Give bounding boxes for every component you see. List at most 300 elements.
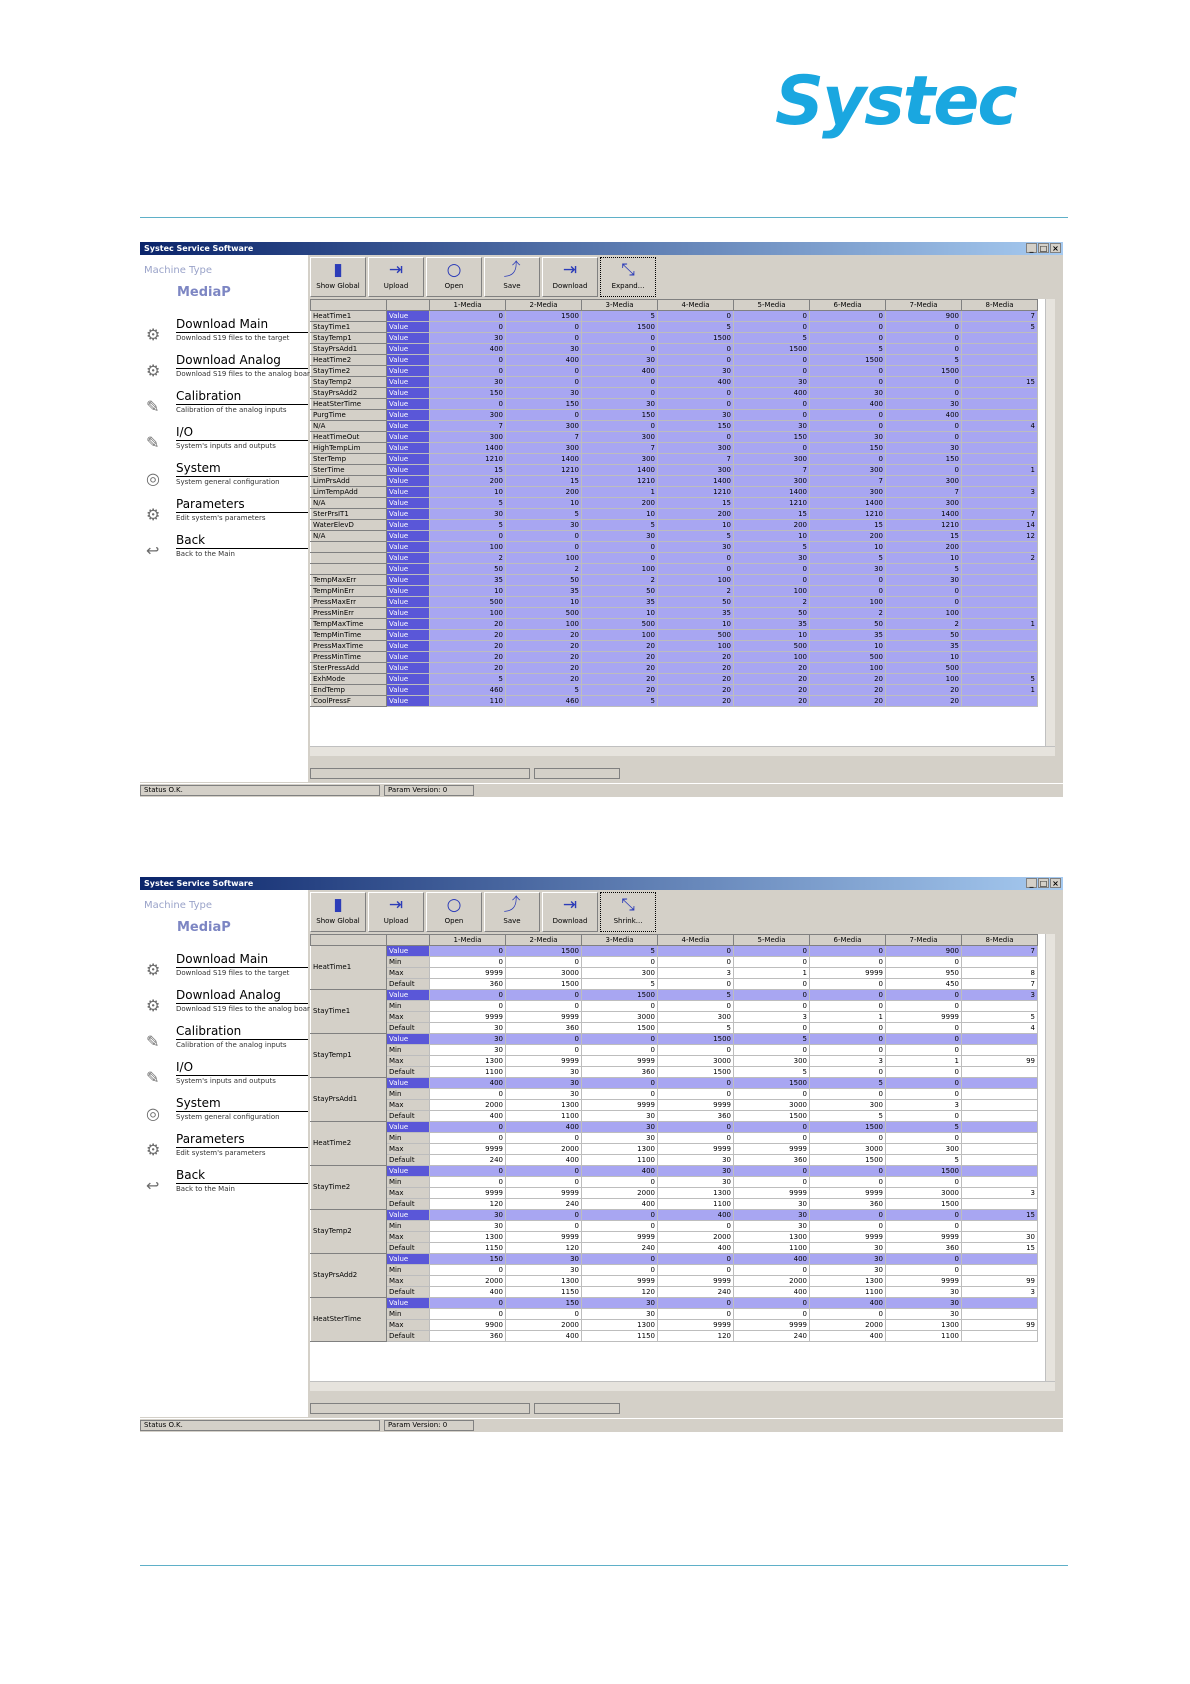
value-cell[interactable]: 5 <box>582 979 658 990</box>
value-cell[interactable]: 1150 <box>506 1287 582 1298</box>
value-cell[interactable]: 20 <box>582 674 658 685</box>
value-cell[interactable]: 3000 <box>658 1056 734 1067</box>
value-cell[interactable]: 0 <box>506 1309 582 1320</box>
value-cell[interactable]: 2000 <box>810 1320 886 1331</box>
value-cell[interactable]: 300 <box>658 443 734 454</box>
value-cell[interactable]: 9900 <box>430 1320 506 1331</box>
value-cell[interactable]: 150 <box>810 443 886 454</box>
value-cell[interactable]: 0 <box>430 1001 506 1012</box>
column-header[interactable]: 5-Media <box>734 935 810 946</box>
value-cell[interactable]: 7 <box>582 443 658 454</box>
value-cell[interactable]: 300 <box>810 1100 886 1111</box>
value-cell[interactable]: 5 <box>430 520 506 531</box>
value-cell[interactable]: 30 <box>582 1122 658 1133</box>
value-cell[interactable]: 9999 <box>582 1056 658 1067</box>
value-cell[interactable]: 1210 <box>658 487 734 498</box>
value-cell[interactable]: 9999 <box>734 1144 810 1155</box>
maximize-icon[interactable]: □ <box>1039 244 1048 253</box>
value-cell[interactable]: 0 <box>886 1078 962 1089</box>
value-cell[interactable]: 0 <box>734 957 810 968</box>
value-cell[interactable]: 400 <box>886 410 962 421</box>
value-cell[interactable]: 1300 <box>582 1144 658 1155</box>
value-cell[interactable]: 0 <box>658 432 734 443</box>
value-cell[interactable]: 100 <box>886 608 962 619</box>
value-cell[interactable]: 0 <box>886 388 962 399</box>
value-cell[interactable]: 3000 <box>582 1012 658 1023</box>
value-cell[interactable]: 400 <box>810 1298 886 1309</box>
value-cell[interactable]: 1400 <box>430 443 506 454</box>
value-cell[interactable]: 0 <box>658 355 734 366</box>
value-cell[interactable]: 8 <box>962 968 1038 979</box>
value-cell[interactable]: 1100 <box>506 1111 582 1122</box>
value-cell[interactable]: 5 <box>734 542 810 553</box>
value-cell[interactable]: 5 <box>734 333 810 344</box>
value-cell[interactable]: 0 <box>658 1221 734 1232</box>
value-cell[interactable]: 5 <box>658 322 734 333</box>
value-cell[interactable]: 0 <box>582 957 658 968</box>
value-cell[interactable]: 0 <box>506 1166 582 1177</box>
value-cell[interactable]: 0 <box>886 957 962 968</box>
value-cell[interactable]: 50 <box>430 564 506 575</box>
value-cell[interactable]: 10 <box>430 586 506 597</box>
value-cell[interactable]: 30 <box>810 432 886 443</box>
value-cell[interactable]: 30 <box>734 1221 810 1232</box>
value-cell[interactable]: 300 <box>734 476 810 487</box>
value-cell[interactable]: 1500 <box>810 1155 886 1166</box>
toolbar-button-open[interactable] <box>426 892 482 932</box>
value-cell[interactable]: 150 <box>506 399 582 410</box>
value-cell[interactable]: 5 <box>810 1111 886 1122</box>
value-cell[interactable]: 0 <box>658 979 734 990</box>
value-cell[interactable]: 0 <box>582 333 658 344</box>
value-cell[interactable]: 30 <box>810 1265 886 1276</box>
value-cell[interactable]: 400 <box>658 1243 734 1254</box>
value-cell[interactable] <box>962 1111 1038 1122</box>
vertical-scrollbar[interactable] <box>1045 934 1055 1381</box>
value-cell[interactable]: 1100 <box>734 1243 810 1254</box>
value-cell[interactable]: 0 <box>734 575 810 586</box>
value-cell[interactable]: 200 <box>886 542 962 553</box>
value-cell[interactable]: 30 <box>886 399 962 410</box>
value-cell[interactable]: 0 <box>886 322 962 333</box>
value-cell[interactable]: 2 <box>582 575 658 586</box>
nav-item-i-o[interactable] <box>142 425 308 459</box>
value-cell[interactable]: 900 <box>886 946 962 957</box>
nav-item-back[interactable] <box>142 533 308 567</box>
value-cell[interactable]: 100 <box>506 619 582 630</box>
column-header[interactable]: 4-Media <box>658 300 734 311</box>
value-cell[interactable]: 300 <box>734 1056 810 1067</box>
value-cell[interactable]: 300 <box>582 968 658 979</box>
value-cell[interactable]: 400 <box>810 399 886 410</box>
value-cell[interactable]: 10 <box>810 641 886 652</box>
value-cell[interactable]: 400 <box>430 1078 506 1089</box>
value-cell[interactable]: 2000 <box>430 1100 506 1111</box>
value-cell[interactable] <box>962 1100 1038 1111</box>
value-cell[interactable]: 0 <box>430 399 506 410</box>
value-cell[interactable]: 400 <box>734 388 810 399</box>
value-cell[interactable]: 0 <box>810 421 886 432</box>
value-cell[interactable]: 5 <box>582 311 658 322</box>
value-cell[interactable]: 1500 <box>734 1111 810 1122</box>
value-cell[interactable] <box>962 454 1038 465</box>
value-cell[interactable]: 0 <box>810 990 886 1001</box>
value-cell[interactable]: 5 <box>582 696 658 707</box>
value-cell[interactable]: 1 <box>734 968 810 979</box>
value-cell[interactable]: 0 <box>810 1089 886 1100</box>
value-cell[interactable]: 4 <box>962 1023 1038 1034</box>
value-cell[interactable]: 30 <box>430 1045 506 1056</box>
value-cell[interactable]: 1210 <box>430 454 506 465</box>
value-cell[interactable]: 9999 <box>430 968 506 979</box>
value-cell[interactable] <box>962 1298 1038 1309</box>
value-cell[interactable]: 400 <box>430 1287 506 1298</box>
value-cell[interactable]: 100 <box>506 553 582 564</box>
value-cell[interactable]: 0 <box>430 946 506 957</box>
value-cell[interactable]: 100 <box>582 630 658 641</box>
value-cell[interactable]: 9999 <box>886 1276 962 1287</box>
value-cell[interactable]: 1500 <box>886 1166 962 1177</box>
value-cell[interactable]: 0 <box>430 1265 506 1276</box>
value-cell[interactable]: 0 <box>810 575 886 586</box>
vertical-scrollbar[interactable] <box>1045 299 1055 746</box>
value-cell[interactable]: 20 <box>430 630 506 641</box>
value-cell[interactable]: 9999 <box>734 1188 810 1199</box>
value-cell[interactable]: 10 <box>886 553 962 564</box>
value-cell[interactable]: 200 <box>430 476 506 487</box>
value-cell[interactable]: 15 <box>962 1210 1038 1221</box>
value-cell[interactable]: 20 <box>886 696 962 707</box>
value-cell[interactable]: 1500 <box>506 311 582 322</box>
value-cell[interactable]: 0 <box>886 990 962 1001</box>
value-cell[interactable]: 1 <box>810 1012 886 1023</box>
value-cell[interactable]: 30 <box>506 1089 582 1100</box>
value-cell[interactable]: 1500 <box>810 355 886 366</box>
value-cell[interactable]: 0 <box>886 377 962 388</box>
value-cell[interactable]: 30 <box>582 399 658 410</box>
nav-item-calibration[interactable] <box>142 1024 308 1058</box>
value-cell[interactable]: 100 <box>430 608 506 619</box>
value-cell[interactable] <box>962 1045 1038 1056</box>
value-cell[interactable]: 0 <box>506 1133 582 1144</box>
value-cell[interactable]: 0 <box>430 1089 506 1100</box>
value-cell[interactable]: 7 <box>430 421 506 432</box>
value-cell[interactable]: 50 <box>582 586 658 597</box>
value-cell[interactable]: 0 <box>886 1023 962 1034</box>
value-cell[interactable]: 150 <box>582 410 658 421</box>
value-cell[interactable] <box>962 1089 1038 1100</box>
value-cell[interactable]: 400 <box>506 355 582 366</box>
value-cell[interactable]: 10 <box>506 597 582 608</box>
value-cell[interactable]: 3 <box>734 1012 810 1023</box>
value-cell[interactable]: 1100 <box>430 1067 506 1078</box>
value-cell[interactable]: 1100 <box>810 1287 886 1298</box>
value-cell[interactable]: 0 <box>810 311 886 322</box>
value-cell[interactable]: 0 <box>506 377 582 388</box>
value-cell[interactable] <box>962 1155 1038 1166</box>
value-cell[interactable]: 0 <box>734 1265 810 1276</box>
column-header[interactable]: 2-Media <box>506 300 582 311</box>
value-cell[interactable]: 7 <box>506 432 582 443</box>
column-header[interactable]: 6-Media <box>810 935 886 946</box>
value-cell[interactable]: 1500 <box>886 1199 962 1210</box>
value-cell[interactable] <box>962 1199 1038 1210</box>
value-cell[interactable]: 15 <box>886 531 962 542</box>
value-cell[interactable]: 0 <box>582 1078 658 1089</box>
value-cell[interactable]: 110 <box>430 696 506 707</box>
value-cell[interactable]: 30 <box>506 1254 582 1265</box>
value-cell[interactable]: 50 <box>658 597 734 608</box>
value-cell[interactable]: 3 <box>810 1056 886 1067</box>
nav-item-back[interactable] <box>142 1168 308 1202</box>
value-cell[interactable]: 0 <box>658 1254 734 1265</box>
value-cell[interactable]: 0 <box>658 311 734 322</box>
value-cell[interactable]: 0 <box>886 1133 962 1144</box>
value-cell[interactable]: 4 <box>962 421 1038 432</box>
value-cell[interactable]: 300 <box>582 454 658 465</box>
value-cell[interactable]: 120 <box>506 1243 582 1254</box>
value-cell[interactable]: 1 <box>962 619 1038 630</box>
value-cell[interactable]: 1500 <box>658 333 734 344</box>
value-cell[interactable]: 9999 <box>810 1232 886 1243</box>
value-cell[interactable]: 1300 <box>886 1320 962 1331</box>
value-cell[interactable] <box>962 1034 1038 1045</box>
value-cell[interactable]: 360 <box>658 1111 734 1122</box>
value-cell[interactable]: 5 <box>810 1078 886 1089</box>
value-cell[interactable]: 0 <box>430 1309 506 1320</box>
value-cell[interactable]: 30 <box>506 344 582 355</box>
value-cell[interactable]: 400 <box>658 1210 734 1221</box>
value-cell[interactable]: 360 <box>810 1199 886 1210</box>
value-cell[interactable]: 0 <box>430 366 506 377</box>
value-cell[interactable]: 400 <box>658 377 734 388</box>
value-cell[interactable]: 20 <box>506 641 582 652</box>
value-cell[interactable]: 5 <box>430 674 506 685</box>
value-cell[interactable]: 5 <box>962 674 1038 685</box>
value-cell[interactable]: 450 <box>886 979 962 990</box>
value-cell[interactable]: 300 <box>886 498 962 509</box>
value-cell[interactable]: 15 <box>962 1243 1038 1254</box>
value-cell[interactable]: 500 <box>810 652 886 663</box>
value-cell[interactable]: 2 <box>506 564 582 575</box>
value-cell[interactable]: 100 <box>886 674 962 685</box>
value-cell[interactable]: 1 <box>962 685 1038 696</box>
toolbar-button-expand[interactable] <box>600 257 656 297</box>
value-cell[interactable]: 10 <box>658 520 734 531</box>
value-cell[interactable]: 1150 <box>582 1331 658 1342</box>
value-cell[interactable]: 10 <box>886 652 962 663</box>
value-cell[interactable]: 240 <box>658 1287 734 1298</box>
value-cell[interactable]: 30 <box>886 1298 962 1309</box>
value-cell[interactable] <box>962 443 1038 454</box>
value-cell[interactable]: 0 <box>658 1265 734 1276</box>
value-cell[interactable]: 3 <box>962 1287 1038 1298</box>
value-cell[interactable]: 5 <box>658 1023 734 1034</box>
value-cell[interactable]: 0 <box>734 399 810 410</box>
value-cell[interactable]: 300 <box>430 432 506 443</box>
value-cell[interactable]: 0 <box>734 366 810 377</box>
value-cell[interactable]: 2000 <box>506 1144 582 1155</box>
value-cell[interactable]: 300 <box>886 1144 962 1155</box>
value-cell[interactable] <box>962 652 1038 663</box>
value-cell[interactable]: 0 <box>810 333 886 344</box>
value-cell[interactable]: 9999 <box>734 1320 810 1331</box>
value-cell[interactable]: 5 <box>810 344 886 355</box>
value-cell[interactable]: 99 <box>962 1276 1038 1287</box>
value-cell[interactable]: 0 <box>506 531 582 542</box>
value-cell[interactable]: 20 <box>506 652 582 663</box>
value-cell[interactable]: 2 <box>658 586 734 597</box>
value-cell[interactable]: 20 <box>582 663 658 674</box>
value-cell[interactable]: 35 <box>658 608 734 619</box>
nav-item-i-o[interactable] <box>142 1060 308 1094</box>
value-cell[interactable]: 0 <box>658 564 734 575</box>
value-cell[interactable]: 30 <box>582 1298 658 1309</box>
nav-item-system[interactable] <box>142 1096 308 1130</box>
value-cell[interactable]: 0 <box>734 1166 810 1177</box>
value-cell[interactable]: 1500 <box>582 322 658 333</box>
value-cell[interactable]: 0 <box>810 1001 886 1012</box>
value-cell[interactable] <box>962 608 1038 619</box>
value-cell[interactable]: 2 <box>886 619 962 630</box>
value-cell[interactable]: 0 <box>582 1001 658 1012</box>
value-cell[interactable]: 0 <box>582 1089 658 1100</box>
value-cell[interactable]: 200 <box>658 509 734 520</box>
value-cell[interactable]: 3 <box>658 968 734 979</box>
value-cell[interactable]: 10 <box>506 498 582 509</box>
value-cell[interactable]: 0 <box>506 1221 582 1232</box>
horizontal-scrollbar[interactable] <box>310 1381 1055 1391</box>
value-cell[interactable]: 0 <box>506 990 582 1001</box>
value-cell[interactable]: 20 <box>430 652 506 663</box>
value-cell[interactable]: 9999 <box>506 1056 582 1067</box>
value-cell[interactable]: 400 <box>734 1254 810 1265</box>
value-cell[interactable] <box>962 1331 1038 1342</box>
value-cell[interactable]: 100 <box>734 652 810 663</box>
toolbar-button-download[interactable] <box>542 892 598 932</box>
value-cell[interactable]: 2 <box>962 553 1038 564</box>
value-cell[interactable]: 0 <box>506 1177 582 1188</box>
value-cell[interactable]: 500 <box>430 597 506 608</box>
value-cell[interactable]: 460 <box>430 685 506 696</box>
value-cell[interactable]: 20 <box>506 630 582 641</box>
value-cell[interactable]: 9999 <box>430 1188 506 1199</box>
value-cell[interactable]: 9999 <box>810 1188 886 1199</box>
value-cell[interactable]: 0 <box>886 1111 962 1122</box>
value-cell[interactable]: 0 <box>810 1166 886 1177</box>
value-cell[interactable]: 30 <box>506 1067 582 1078</box>
toolbar-button-shrink[interactable] <box>600 892 656 932</box>
value-cell[interactable]: 0 <box>886 597 962 608</box>
value-cell[interactable]: 0 <box>734 1133 810 1144</box>
value-cell[interactable]: 360 <box>582 1067 658 1078</box>
toolbar-button-show-global[interactable] <box>310 257 366 297</box>
column-header[interactable]: 1-Media <box>430 300 506 311</box>
value-cell[interactable]: 0 <box>430 990 506 1001</box>
value-cell[interactable]: 1210 <box>506 465 582 476</box>
value-cell[interactable]: 1400 <box>582 465 658 476</box>
value-cell[interactable]: 1300 <box>506 1276 582 1287</box>
value-cell[interactable]: 0 <box>582 1254 658 1265</box>
value-cell[interactable]: 1210 <box>734 498 810 509</box>
value-cell[interactable]: 5 <box>886 355 962 366</box>
value-cell[interactable]: 30 <box>430 1034 506 1045</box>
value-cell[interactable]: 20 <box>734 685 810 696</box>
value-cell[interactable]: 30 <box>810 564 886 575</box>
value-cell[interactable]: 30 <box>886 443 962 454</box>
value-cell[interactable]: 9999 <box>886 1232 962 1243</box>
value-cell[interactable]: 100 <box>430 542 506 553</box>
value-cell[interactable]: 0 <box>810 1034 886 1045</box>
value-cell[interactable]: 20 <box>506 674 582 685</box>
value-cell[interactable]: 30 <box>658 542 734 553</box>
value-cell[interactable]: 50 <box>506 575 582 586</box>
value-cell[interactable]: 1300 <box>810 1276 886 1287</box>
value-cell[interactable]: 20 <box>430 619 506 630</box>
value-cell[interactable]: 15 <box>506 476 582 487</box>
value-cell[interactable]: 0 <box>734 1309 810 1320</box>
value-cell[interactable]: 30 <box>430 1023 506 1034</box>
value-cell[interactable]: 0 <box>430 1166 506 1177</box>
value-cell[interactable]: 5 <box>810 553 886 564</box>
value-cell[interactable]: 200 <box>506 487 582 498</box>
value-cell[interactable]: 7 <box>962 979 1038 990</box>
value-cell[interactable]: 0 <box>582 1265 658 1276</box>
value-cell[interactable]: 5 <box>582 946 658 957</box>
value-cell[interactable]: 0 <box>658 946 734 957</box>
value-cell[interactable] <box>962 575 1038 586</box>
value-cell[interactable]: 35 <box>430 575 506 586</box>
value-cell[interactable] <box>962 696 1038 707</box>
value-cell[interactable]: 5 <box>506 509 582 520</box>
value-cell[interactable]: 20 <box>582 685 658 696</box>
value-cell[interactable]: 35 <box>582 597 658 608</box>
value-cell[interactable]: 400 <box>506 1122 582 1133</box>
value-cell[interactable]: 150 <box>658 421 734 432</box>
value-cell[interactable]: 400 <box>810 1331 886 1342</box>
value-cell[interactable]: 99 <box>962 1056 1038 1067</box>
value-cell[interactable]: 400 <box>582 366 658 377</box>
value-cell[interactable]: 400 <box>734 1287 810 1298</box>
value-cell[interactable] <box>962 597 1038 608</box>
value-cell[interactable]: 100 <box>810 597 886 608</box>
value-cell[interactable]: 400 <box>582 1199 658 1210</box>
value-cell[interactable]: 99 <box>962 1320 1038 1331</box>
value-cell[interactable]: 30 <box>430 1210 506 1221</box>
value-cell[interactable]: 0 <box>582 388 658 399</box>
toolbar-button-open[interactable] <box>426 257 482 297</box>
value-cell[interactable]: 0 <box>886 1034 962 1045</box>
value-cell[interactable]: 0 <box>810 410 886 421</box>
value-cell[interactable] <box>962 630 1038 641</box>
nav-item-parameters[interactable] <box>142 497 308 531</box>
value-cell[interactable]: 0 <box>886 1177 962 1188</box>
value-cell[interactable]: 20 <box>658 685 734 696</box>
value-cell[interactable] <box>962 564 1038 575</box>
column-header[interactable]: 3-Media <box>582 300 658 311</box>
value-cell[interactable]: 3 <box>962 1188 1038 1199</box>
value-cell[interactable]: 3 <box>886 1100 962 1111</box>
value-cell[interactable]: 35 <box>886 641 962 652</box>
value-cell[interactable]: 9999 <box>506 1188 582 1199</box>
value-cell[interactable]: 0 <box>886 1089 962 1100</box>
value-cell[interactable]: 1400 <box>506 454 582 465</box>
value-cell[interactable]: 0 <box>810 322 886 333</box>
value-cell[interactable]: 0 <box>886 1265 962 1276</box>
value-cell[interactable]: 200 <box>582 498 658 509</box>
value-cell[interactable]: 0 <box>810 454 886 465</box>
column-header[interactable]: 7-Media <box>886 300 962 311</box>
